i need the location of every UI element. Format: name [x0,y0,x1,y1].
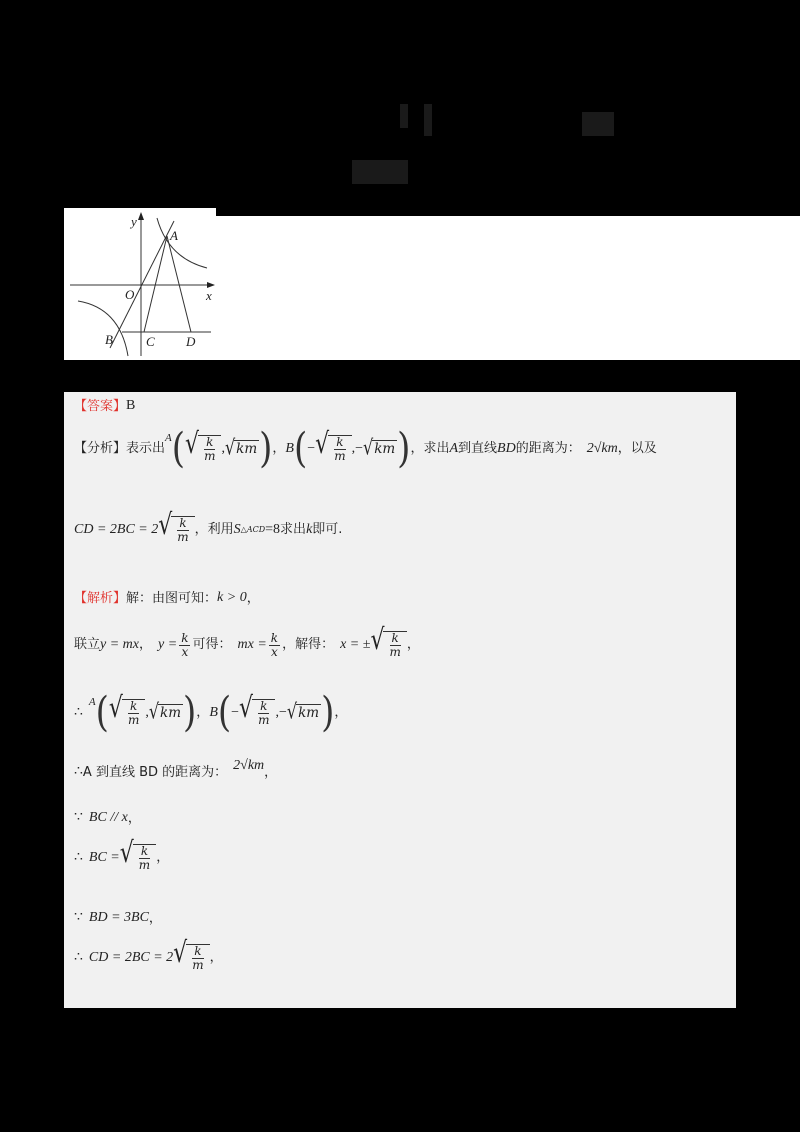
point-a-symbol: A [88,696,96,708]
hyperbola-equation: y = [158,636,178,652]
solution-line-6 [74,838,169,878]
therefore-symbol: ∴ [74,704,83,720]
solution-line-4 [74,758,278,781]
hyperbola-graph [64,208,216,360]
area-subscript: △ACD [240,525,266,535]
therefore-symbol: ∴ [74,849,83,865]
answer-section [64,392,736,1008]
coordinate-figure [64,208,216,360]
analysis-tag: 【分析】 [74,441,127,457]
analysis-text: 表示出 [126,441,166,457]
solution-text: A 到直线 BD 的距离为： [82,764,228,780]
solution-line-5 [74,810,141,827]
sqrt-km: √ km [286,699,320,724]
cd-equation: CD = 2BC = 2 [74,521,159,537]
frac-numerator: k [181,630,189,645]
sqrt-km: √ km [224,435,258,460]
solution-line-1 [74,590,260,607]
solution-text: 解：由图可知： [126,590,218,606]
bc-equation: BC = [88,849,120,865]
frac-denominator: m [204,449,216,463]
solution-line-2 [74,624,420,666]
x-axis-label: x [206,288,212,303]
comma: ， [148,910,162,926]
cd-equation: CD = 2BC = 2 [88,949,174,965]
solution-line-7 [74,910,162,927]
frac-numerator: k [270,630,279,645]
point-b-label: B [105,332,113,347]
header-artifact [424,104,432,136]
frac-denominator: m [138,858,151,872]
because-symbol: ∵ [74,910,83,925]
frac-numerator: k [391,631,399,645]
comma: ， [209,950,223,966]
analysis-text: 到直线 [458,441,498,457]
k-positive: k > 0 [217,590,247,605]
answer-line [74,398,135,415]
km-text: km [374,441,396,458]
sqrt-k-over-m: √ $\frac{k}{m}$ [185,435,221,463]
k-symbol: k [306,521,313,537]
point-b-symbol: B [285,440,294,456]
right-paren: ) [259,425,273,473]
frac-denominator: x [271,644,278,659]
distance-value: 2√km [586,440,618,456]
point-a-symbol: A [449,440,459,456]
sqrt-k-over-m: √ $\frac{k}{m}$ [109,699,145,727]
km-text: km [236,441,258,458]
left-paren: ( [95,689,109,737]
sqrt-k-over-m: √ $\frac{k}{m}$ [370,631,406,659]
comma: ， [334,705,348,721]
analysis-text: ，以及 [617,441,657,457]
km-text: km [160,705,182,722]
frac-denominator: m [389,645,401,659]
header-artifact [352,160,408,184]
answer-value: B [126,398,136,413]
frac-numerator: k [206,435,214,449]
line-equation: y = mx [100,636,140,652]
analysis-text: ，求出 [410,441,450,457]
comma: ， [246,590,260,606]
segment-bd: BD [497,440,516,456]
comma: ， [264,764,278,780]
answer-tag: 【答案】 [74,398,127,414]
sqrt-k-over-m: √ $\frac{k}{m}$ [315,435,351,463]
frac-numerator: k [260,699,268,713]
frac-denominator: m [334,449,346,463]
frac-numerator: k [336,435,344,449]
therefore-symbol: ∴ [74,949,83,965]
figure-band [216,216,800,360]
frac-numerator: k [140,844,149,858]
analysis-text: 的距离为： [515,441,581,457]
point-a-label: A [170,228,178,243]
analysis-line-1: 【分析】 表示出 A ( √ $\frac{k}{m}$ , √ km ) ， B ( − √ $\frac{k}{m}$ ,− √ km ) ，求出 A 到直线 BD 的距离为： 2√km ，以及 [74,425,657,473]
comma: ， [156,850,170,866]
frac-denominator: m [258,713,270,727]
solution-line-3: ∴ A ( √ $\frac{k}{m}$ , √ km ) ， B ( − √ $\frac{k}{m}$ ,− √ km ) ， [74,689,348,737]
therefore-symbol: ∴ [74,764,83,779]
point-b-symbol: B [209,704,218,720]
left-paren: ( [171,425,186,473]
area-value: =8 [265,521,281,537]
parallel-statement: BC // x [88,810,128,825]
frac-denominator: m [192,958,204,972]
sqrt-k-over-m: √ $\frac{k}{m}$ [239,699,275,727]
area-symbol: S [233,521,241,537]
point-a-symbol: A [165,432,172,444]
solution-text: 可得： [192,637,232,653]
solution-line-8 [74,938,223,978]
frac-numerator: k [194,944,202,958]
origin-label: O [125,287,135,302]
bd-equation: BD = 3BC [88,910,149,925]
left-paren: ( [293,425,308,473]
point-c-label: C [146,334,155,349]
because-symbol: ∵ [74,810,83,825]
frac-denominator: m [177,530,189,544]
analysis-text: ，利用 [194,522,234,538]
comma: ， [139,637,153,653]
solution-text: ，解得： [282,637,335,653]
analysis-text: 即可. [312,522,343,538]
sqrt-k-over-m: √ $\frac{k}{m}$ [173,944,209,972]
combined-equation: mx = [237,636,267,652]
comma: ， [406,637,420,653]
frac-numerator: k [130,699,138,713]
frac-denominator: m [127,713,140,727]
frac-denominator: x [181,644,189,659]
sqrt-km: √ km [362,435,396,460]
sqrt-k-over-m: √ $\frac{k}{m}$ [120,844,156,872]
km-text: km [298,705,320,722]
right-paren: ) [397,425,411,473]
solution-tag: 【解析】 [74,590,127,606]
point-d-label: D [186,334,196,349]
frac-numerator: k [179,516,187,530]
right-paren: ) [321,689,335,737]
comma: ， [127,810,141,826]
sqrt-km: √ km [148,699,182,724]
right-paren: ) [183,689,197,737]
sqrt-k-over-m: √ $\frac{k}{m}$ [158,516,194,544]
left-paren: ( [217,689,232,737]
y-axis-label: y [131,214,137,229]
distance-value: 2√km [233,758,265,773]
analysis-line-2 [74,510,342,550]
analysis-text: 求出 [280,522,307,538]
header-artifact [400,104,408,128]
header-artifact [582,112,614,136]
solution-text: 联立 [74,637,101,653]
x-solution: x = ± [340,636,371,652]
